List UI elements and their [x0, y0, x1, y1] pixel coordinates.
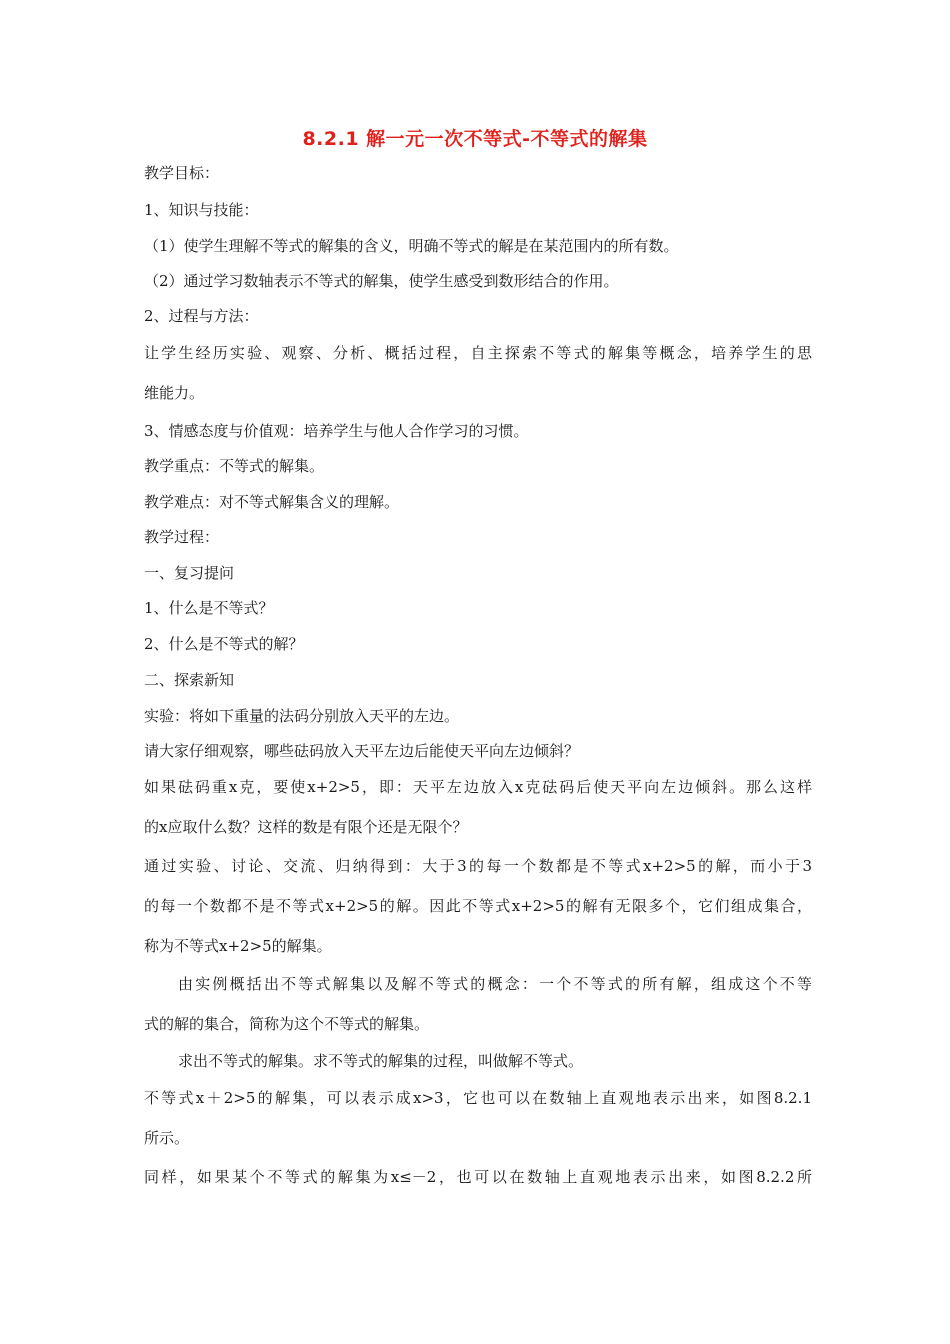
text-line: 的x应取什么数？这样的数是有限个还是无限个？ [144, 818, 468, 836]
text-line: 教学目标： [144, 164, 220, 182]
text-line: 称为不等式x+2>5的解集。 [144, 937, 332, 955]
text-line: 由实例概括出不等式解集以及解不等式的概念：一个不等式的所有解，组成这个不等 [178, 975, 812, 993]
text-line: 1、什么是不等式？ [144, 599, 274, 617]
text-line: （1）使学生理解不等式的解集的含义，明确不等式的解是在某范围内的所有数。 [144, 237, 679, 255]
text-line: 如果砝码重x克，要使x+2>5，即：天平左边放入x克砝码后使天平向左边倾斜。那么这样 [144, 778, 812, 796]
text-line: 二、探索新知 [144, 671, 235, 689]
text-line: 请大家仔细观察，哪些砝码放入天平左边后能使天平向左边倾斜？ [144, 742, 580, 760]
text-line: 1、知识与技能： [144, 201, 259, 219]
document-title: 8.2.1 解一元一次不等式-不等式的解集 [302, 128, 648, 150]
text-line: 所示。 [144, 1129, 190, 1147]
text-line: 教学重点：不等式的解集。 [144, 457, 325, 475]
text-line: 不等式x＋2>5的解集，可以表示成x>3，它也可以在数轴上直观地表示出来，如图8.2.1 [144, 1089, 812, 1107]
text-line: 式的解的集合，简称为这个不等式的解集。 [144, 1015, 430, 1033]
text-line: 维能力。 [144, 384, 205, 402]
text-line: 一、复习提问 [144, 564, 235, 582]
text-line: 教学过程： [144, 528, 220, 546]
text-line: 2、过程与方法： [144, 307, 259, 325]
text-line: 的每一个数都不是不等式x+2>5的解。因此不等式x+2>5的解有无限多个，它们组成集合， [144, 897, 812, 915]
text-line: 2、什么是不等式的解？ [144, 635, 304, 653]
text-line: 同样，如果某个不等式的解集为x≤－2，也可以在数轴上直观地表示出来，如图8.2.2所 [144, 1168, 812, 1186]
text-line: 实验：将如下重量的法码分别放入天平的左边。 [144, 707, 460, 725]
text-line: 让学生经历实验、观察、分析、概括过程，自主探索不等式的解集等概念，培养学生的思 [144, 344, 812, 362]
text-line: 教学难点：对不等式解集含义的理解。 [144, 493, 400, 511]
text-line: 通过实验、讨论、交流、归纳得到：大于3的每一个数都是不等式x+2>5的解，而小于3 [144, 857, 812, 875]
text-line: 3、情感态度与价值观：培养学生与他人合作学习的习惯。 [144, 422, 529, 440]
text-line: 求出不等式的解集。求不等式的解集的过程，叫做解不等式。 [178, 1052, 584, 1070]
text-line: （2）通过学习数轴表示不等式的解集，使学生感受到数形结合的作用。 [144, 272, 619, 290]
